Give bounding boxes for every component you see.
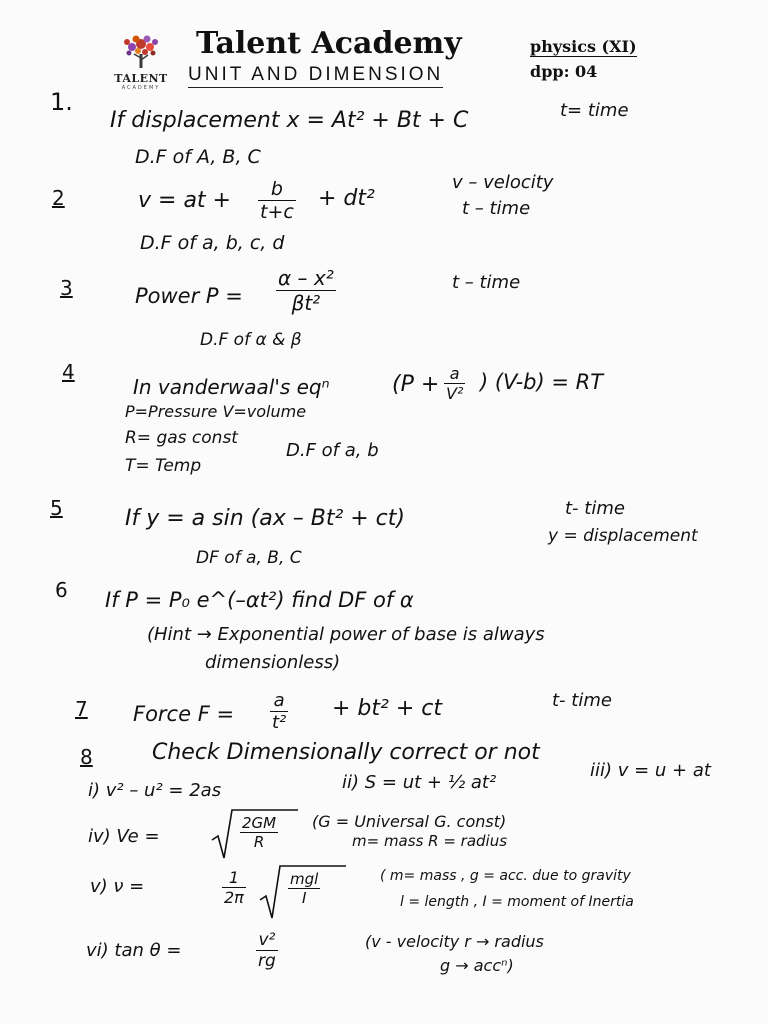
- question-3-note: t – time: [452, 272, 521, 293]
- question-6-number: 6: [55, 578, 68, 602]
- question-3-ask: D.F of α & β: [200, 330, 302, 350]
- question-8-text: Check Dimensionally correct or not: [152, 740, 540, 765]
- question-4-legend-2: R= gas const: [125, 428, 238, 448]
- question-8-part-v-lhs: v) ν =: [90, 876, 145, 897]
- question-4-text: In vanderwaal's eqⁿ: [133, 375, 330, 399]
- subject-label: physics (XI): [530, 37, 637, 56]
- question-4-eq-close: ) (V-b) = RT: [480, 370, 604, 394]
- question-7-fraction: [270, 690, 288, 733]
- logo-wordmark: TALENT: [114, 72, 168, 85]
- fraction-numerator: a: [444, 364, 465, 384]
- fraction-denominator: rg: [258, 951, 276, 971]
- question-4-number: 4: [62, 360, 75, 384]
- question-5-note-2: y = displacement: [548, 526, 698, 546]
- question-7-lhs: Force F =: [133, 702, 235, 726]
- fraction-denominator: t²: [272, 712, 287, 733]
- fraction-denominator: I: [301, 889, 307, 907]
- question-8-part-ii: ii) S = ut + ½ at²: [342, 772, 497, 793]
- question-8-part-iv-note-2: m= mass R = radius: [352, 832, 508, 850]
- question-8-number: 8: [80, 745, 93, 769]
- question-8-part-v-note-1: ( m= mass , g = acc. due to gravity: [380, 868, 631, 884]
- logo-subtext: ACADEMY: [121, 85, 161, 91]
- fraction-denominator: βt²: [291, 291, 321, 315]
- fraction-denominator: R: [253, 833, 265, 851]
- question-5-note-1: t- time: [565, 498, 625, 519]
- question-1-ask: D.F of A, B, C: [135, 146, 261, 168]
- talent-academy-logo: [108, 34, 174, 94]
- fraction-numerator: v²: [256, 930, 278, 951]
- fraction-numerator: a: [270, 690, 288, 712]
- question-2-note-1: v – velocity: [452, 172, 554, 193]
- question-1-number: 1.: [50, 88, 73, 116]
- question-1-note: t= time: [560, 100, 629, 121]
- question-8-part-vi-lhs: vi) tan θ =: [86, 940, 182, 961]
- page-subtitle: UNIT AND DIMENSION: [188, 64, 443, 88]
- question-7-note: t- time: [552, 690, 612, 711]
- fraction-numerator: α – x²: [278, 266, 334, 290]
- question-8-part-v-root: [258, 862, 348, 922]
- question-4-legend-1: P=Pressure V=volume: [125, 402, 307, 421]
- question-4-fraction: [444, 364, 465, 403]
- question-8-part-v-fraction: [222, 868, 246, 907]
- question-8-part-iv-root: [210, 806, 300, 862]
- question-6-hint-1: (Hint → Exponential power of base is always: [147, 624, 545, 645]
- question-2-lhs: v = at +: [138, 188, 231, 213]
- question-5-text: If y = a sin (ax – Bt² + ct): [125, 506, 405, 531]
- question-1-text: If displacement x = At² + Bt + C: [110, 108, 469, 133]
- question-7-rest: + bt² + ct: [332, 696, 442, 721]
- fraction-numerator: b: [258, 178, 296, 201]
- question-2-note-2: t – time: [462, 198, 531, 219]
- question-5-ask: DF of a, B, C: [196, 548, 302, 568]
- question-8-part-vi-note-1: (v - velocity r → radius: [365, 932, 544, 951]
- question-8-part-v-note-2: l = length , I = moment of Inertia: [400, 894, 634, 910]
- question-3-fraction: [276, 266, 336, 315]
- page-title: Talent Academy: [196, 26, 462, 61]
- question-8-part-iv-note-1: (G = Universal G. const): [312, 812, 507, 831]
- question-8-part-iii: iii) v = u + at: [590, 760, 711, 781]
- question-2-rest: + dt²: [318, 186, 375, 211]
- fraction-denominator: t+c: [260, 201, 294, 223]
- question-4-eq-open: (P +: [392, 372, 440, 397]
- question-8-part-v-root-fraction: [288, 870, 320, 907]
- question-8-part-i: i) v² – u² = 2as: [88, 780, 222, 801]
- question-3-number: 3: [60, 276, 73, 300]
- fraction-numerator: 1: [222, 868, 246, 888]
- question-5-number: 5: [50, 496, 63, 520]
- question-8-part-vi-note-2: g → accⁿ): [440, 956, 514, 975]
- fraction-numerator: 2GM: [242, 814, 277, 832]
- question-4-legend-3: T= Temp: [125, 456, 202, 476]
- fraction-denominator: V²: [446, 384, 464, 403]
- question-2-ask: D.F of a, b, c, d: [140, 232, 285, 254]
- question-6-hint-2: dimensionless): [205, 652, 341, 673]
- fraction-numerator: mgl: [290, 870, 319, 888]
- question-2-fraction: [258, 178, 296, 223]
- question-6-text: If P = P₀ e^(–αt²) find DF of α: [105, 588, 414, 612]
- worksheet-header: [0, 0, 768, 100]
- question-8-part-iv-fraction: [240, 814, 278, 851]
- question-8-part-vi-fraction: [256, 930, 278, 971]
- question-3-lhs: Power P =: [135, 284, 243, 308]
- question-7-number: 7: [75, 697, 88, 721]
- tree-logo-icon: [118, 34, 164, 70]
- question-4-ask: D.F of a, b: [286, 440, 379, 461]
- question-2-number: 2: [52, 186, 65, 210]
- dpp-label: dpp: 04: [530, 62, 598, 81]
- fraction-denominator: 2π: [224, 888, 244, 907]
- question-8-part-iv-lhs: iv) Ve =: [88, 826, 160, 847]
